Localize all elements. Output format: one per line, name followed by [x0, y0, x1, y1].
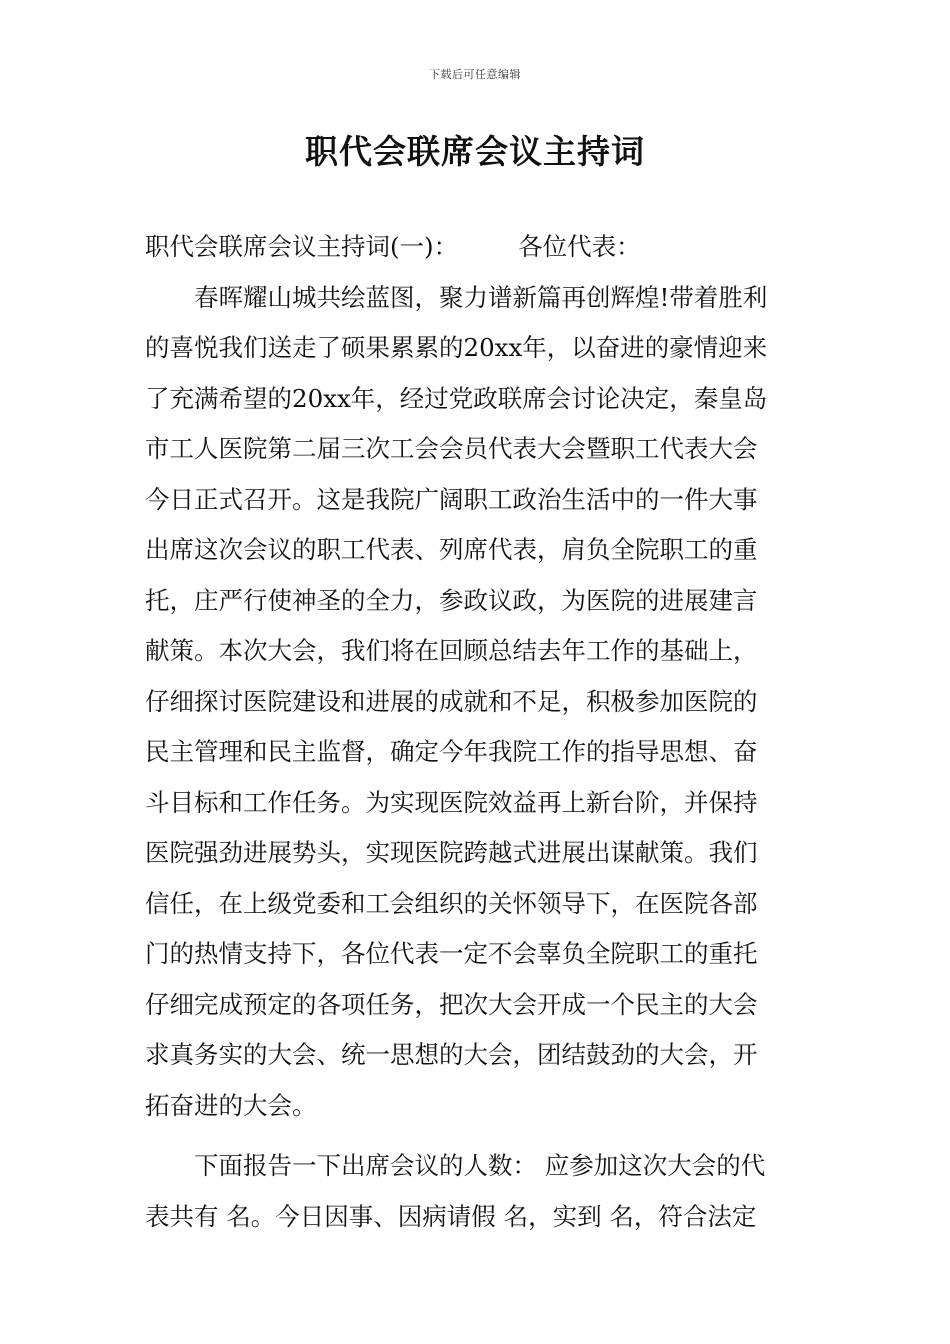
text-line: 求真务实的大会、统一思想的大会，团结鼓劲的大会，开 — [145, 1040, 758, 1069]
text-line: 的喜悦我们送走了硕果累累的20xx年，以奋进的豪情迎来 — [145, 333, 768, 362]
text-line: 仔细探讨医院建设和进展的成就和不足，积极参加医院的 — [145, 686, 758, 716]
document-title: 职代会联席会议主持词 — [305, 132, 645, 171]
text-line: 托，庄严行使神圣的全力，参政议政，为医院的进展建言 — [145, 585, 758, 615]
text-line: 市工人医院第二届三次工会会员代表大会暨职工代表大会 — [145, 434, 758, 463]
text-line: 了充满希望的20xx年，经过党政联席会讨论决定，秦皇岛 — [145, 383, 768, 413]
paragraph-1 — [145, 273, 807, 1132]
text-line: 出席这次会议的职工代表、列席代表，肩负全院职工的重 — [145, 535, 758, 564]
section-label: 职代会联席会议主持词(一)： — [145, 232, 459, 261]
paragraph-2 — [145, 1141, 807, 1242]
text-line: 民主管理和民主监督，确定今年我院工作的指导思想、奋 — [145, 737, 758, 766]
text-line: 医院强劲进展势头，实现医院跨越式进展出谋献策。我们 — [145, 838, 758, 867]
text-line: 斗目标和工作任务。为实现医院效益再上新台阶，并保持 — [145, 787, 758, 817]
text-line: 表共有 名。今日因事、因病请假 名，实到 名，符合法定 — [145, 1201, 757, 1231]
salutation: 各位代表： — [518, 232, 641, 261]
text-line: 献策。本次大会，我们将在回顾总结去年工作的基础上， — [145, 636, 758, 665]
text-line: 今日正式召开。这是我院广阔职工政治生活中的一件大事 — [145, 484, 758, 514]
header-note: 下载后可任意编辑 — [429, 68, 521, 81]
text-line: 春晖耀山城共绘蓝图，聚力谱新篇再创辉煌!带着胜利 — [194, 282, 768, 312]
text-line: 信任，在上级党委和工会组织的关怀领导下，在医院各部 — [145, 888, 758, 918]
text-line: 仔细完成预定的各项任务，把次大会开成一个民主的大会 — [145, 989, 758, 1019]
text-line: 拓奋进的大会。 — [145, 1090, 317, 1120]
opening-line — [145, 222, 807, 273]
text-line: 门的热情支持下，各位代表一定不会辜负全院职工的重托 — [145, 939, 758, 968]
text-line: 下面报告一下出席会议的人数： 应参加这次大会的代 — [194, 1151, 766, 1180]
document-body — [145, 222, 807, 1242]
